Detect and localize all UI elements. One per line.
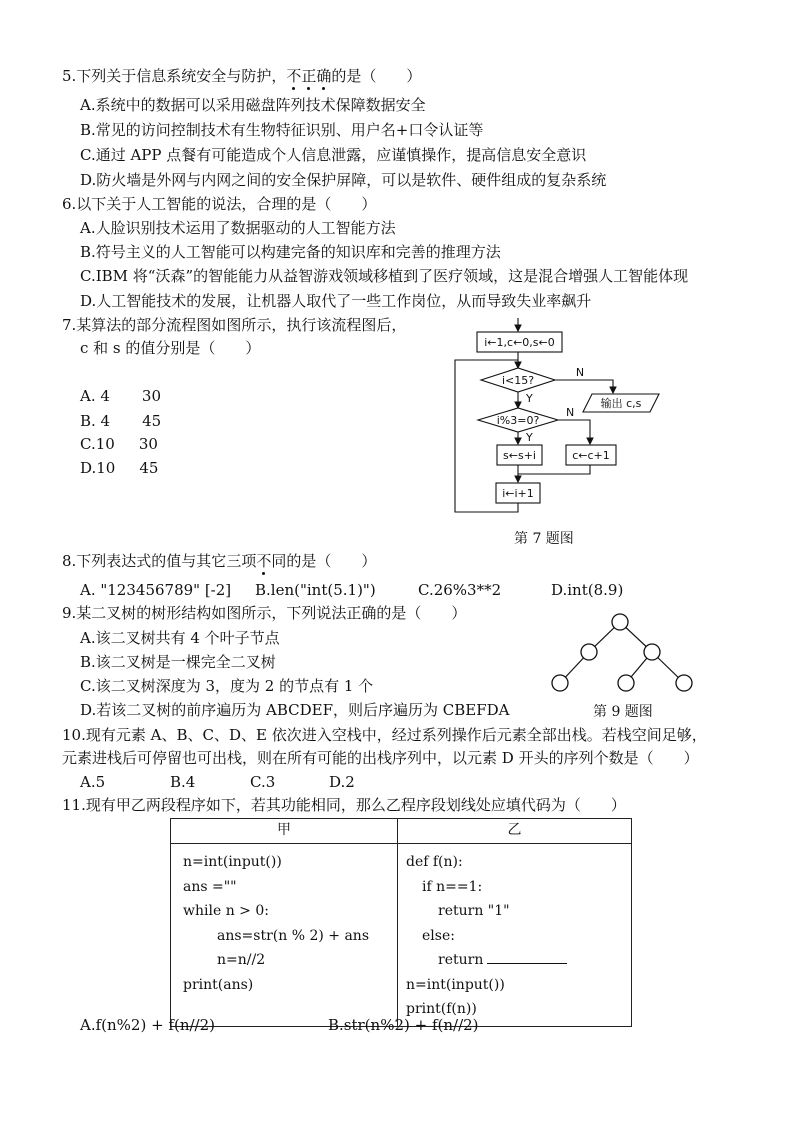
q6-option-c[interactable]: C.IBM 将“沃森”的智能能力从益智游戏领域移植到了医疗领域，这是混合增强人工智能体现	[80, 267, 689, 285]
flow-label-yes2: Y	[526, 431, 533, 444]
q8-option-c[interactable]: C.26%3**2	[418, 581, 502, 599]
q11-code-a	[171, 844, 398, 1027]
q9-stem: 9.某二叉树的树形结构如图所示，下列说法正确的是（ ）	[62, 604, 467, 622]
q11-stem: 11.现有甲乙两段程序如下，若其功能相同，那么乙程序段划线处应填代码为（ ）	[62, 796, 626, 814]
q9-caption: 第 9 题图	[593, 704, 653, 720]
q5-emph-char: 正	[301, 67, 317, 85]
q7-option-b-s: 45	[142, 412, 162, 430]
q5-option-c[interactable]: C.通过 APP 点餐有可能造成个人信息泄露，应谨慎操作，提高信息安全意识	[80, 146, 587, 164]
q5-option-d[interactable]: D.防火墙是外网与内网之间的安全保护屏障，可以是软件、硬件组成的复杂系统	[80, 171, 607, 189]
q5-option-a[interactable]: A.系统中的数据可以采用磁盘阵列技术保障数据安全	[80, 96, 426, 114]
q7-stem-cont: c 和 s 的值分别是（ ）	[80, 339, 261, 357]
q8-option-d[interactable]: D.int(8.9)	[551, 581, 624, 599]
q9-option-b[interactable]: B.该二叉树是一棵完全二叉树	[80, 653, 276, 671]
q8-option-b[interactable]: B.len("int(5.1)")	[255, 581, 376, 599]
flow-init-text: i←1,c←0,s←0	[484, 336, 555, 349]
q6-option-d[interactable]: D.人工智能技术的发展，让机器人取代了一些工作岗位，从而导致失业率飙升	[80, 292, 592, 310]
flow-output-text: 输出 c,s	[600, 397, 642, 410]
q10-option-a[interactable]: A.5	[80, 773, 106, 791]
tree-node	[618, 675, 634, 691]
flow-s-text: s←s+i	[503, 449, 536, 462]
q10-stem: 10.现有元素 A、B、C、D、E 依次进入空栈中，经过系列操作后元素全部出栈。若栈空间足够，	[62, 726, 707, 744]
q7-option-c-c: C.10	[80, 435, 115, 453]
code-line: return "1"	[438, 903, 510, 919]
q6-option-b[interactable]: B.符号主义的人工智能可以构建完备的知识库和完善的推理方法	[80, 243, 501, 261]
q9-option-d[interactable]: D.若该二叉树的前序遍历为 ABCDEF，则后序遍历为 CBEFDA	[80, 701, 510, 719]
fill-in-blank[interactable]	[487, 949, 567, 964]
q7-caption: 第 7 题图	[514, 531, 574, 547]
tree-node	[581, 644, 597, 660]
flow-cond1-text: i<15?	[501, 374, 535, 387]
q8-emph-char: 不	[256, 552, 272, 570]
q5-emph-char: 确	[316, 67, 332, 85]
q10-option-d[interactable]: D.2	[329, 773, 355, 791]
q8-stem-text: 8.下列表达式的值与其它三项	[62, 552, 257, 570]
flow-i-text: i←i+1	[502, 487, 534, 500]
q11-option-a[interactable]: A.f(n%2) + f(n//2)	[80, 1016, 215, 1034]
code-line: ans =""	[183, 878, 237, 895]
q8-option-a[interactable]: A. "123456789" [-2]	[80, 581, 232, 599]
code-return-keyword: return	[438, 952, 484, 968]
q5-emph-char: 不	[286, 67, 302, 85]
q10-stem-cont: 元素进栈后可停留也可出栈，则在所有可能的出栈序列中，以元素 D 开头的序列个数是（ ）	[62, 749, 699, 767]
flow-cond2-text: i%3=0?	[496, 414, 540, 427]
flow-label-yes1: Y	[526, 392, 533, 405]
q5-stem-text: 5.下列关于信息系统安全与防护，	[62, 67, 287, 85]
q9-option-a[interactable]: A.该二叉树共有 4 个叶子节点	[80, 629, 280, 647]
code-line: n=int(input())	[406, 976, 505, 993]
q11-col-a-header: 甲	[171, 819, 398, 844]
code-line: def f(n):	[406, 854, 463, 870]
code-line: n=int(input())	[183, 854, 282, 870]
q8-stem-tail: 同的是（ ）	[271, 552, 377, 570]
q6-option-a[interactable]: A.人脸识别技术运用了数据驱动的人工智能方法	[80, 219, 396, 237]
q11-col-b-header: 乙	[398, 819, 632, 844]
code-line: print(ans)	[183, 976, 254, 993]
code-line-blank	[398, 948, 631, 973]
q11-code-b	[398, 844, 632, 1027]
flow-label-no2: N	[566, 406, 575, 419]
code-line: while n > 0:	[183, 903, 269, 919]
q11-option-b[interactable]: B.str(n%2) + f(n//2)	[328, 1016, 479, 1034]
tree-node	[676, 675, 692, 691]
code-line: ans=str(n % 2) + ans	[217, 927, 370, 944]
code-line: else:	[422, 927, 455, 944]
flow-c-text: c←c+1	[572, 449, 610, 462]
code-line: print(f(n))	[406, 1001, 477, 1017]
code-line: if n==1:	[422, 878, 483, 895]
flow-label-no1: N	[575, 366, 585, 379]
q5-stem-tail: 的是（ ）	[331, 67, 422, 85]
tree-node	[644, 644, 660, 660]
q7-option-c-s: 30	[138, 435, 158, 453]
q7-option-b-c: B. 4	[80, 412, 111, 430]
q7-option-a-s: 30	[141, 387, 162, 405]
q6-stem: 6.以下关于人工智能的说法，合理的是（ ）	[62, 195, 377, 213]
q10-option-c[interactable]: C.3	[250, 773, 276, 791]
q11-code-table	[170, 818, 632, 1027]
tree-node	[552, 675, 568, 691]
q7-option-a-c: A. 4	[80, 387, 110, 405]
q7-stem: 7.某算法的部分流程图如图所示，执行该流程图后，	[62, 316, 407, 334]
q9-option-c[interactable]: C.该二叉树深度为 3，度为 2 的节点有 1 个	[80, 677, 374, 695]
code-line: n=n//2	[217, 952, 266, 968]
tree-node	[612, 614, 628, 630]
q7-option-d-c: D.10	[80, 459, 116, 477]
q5-option-b[interactable]: B.常见的访问控制技术有生物特征识别、用户名+口令认证等	[80, 121, 484, 139]
q7-option-d-s: 45	[139, 459, 159, 477]
q10-option-b[interactable]: B.4	[170, 773, 196, 791]
